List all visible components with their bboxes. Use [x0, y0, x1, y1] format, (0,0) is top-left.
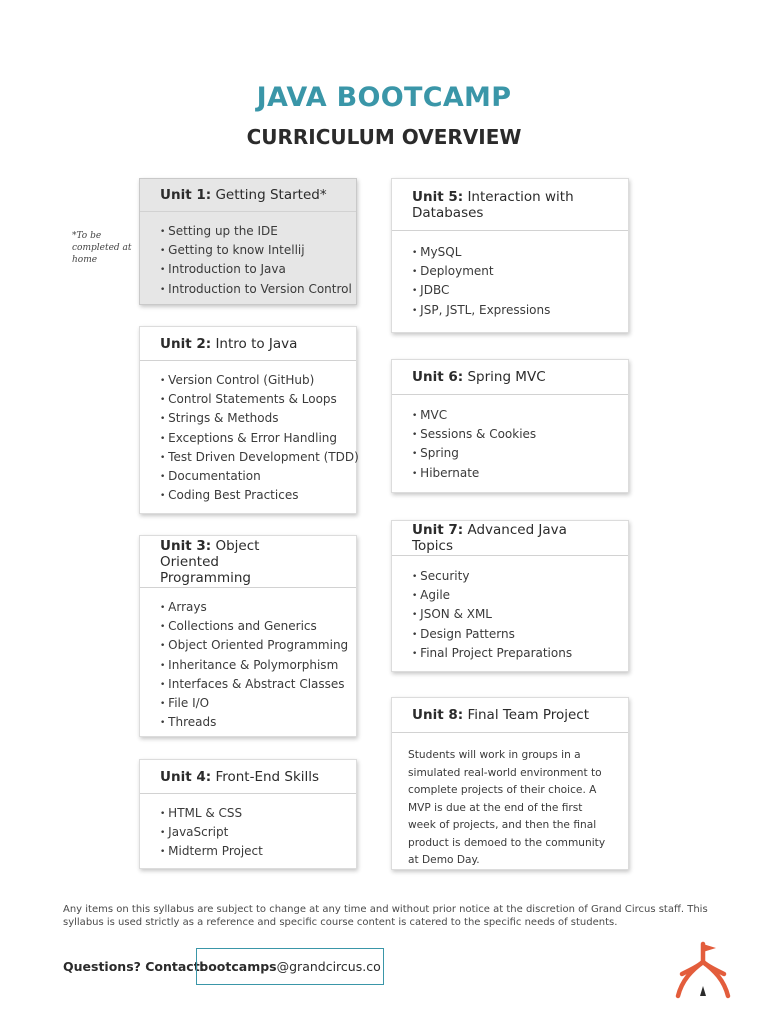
unit-label: Unit 3:: [160, 537, 212, 554]
email-user: bootcamps: [199, 959, 277, 974]
list-item: • Collections and Generics: [160, 617, 336, 636]
unit-1-topics: [160, 222, 352, 299]
unit-label: Unit 6:: [412, 369, 464, 385]
list-item: • HTML & CSS: [160, 804, 336, 823]
list-item: • Getting to know Intellij: [160, 241, 336, 260]
list-item: • Setting up the IDE: [160, 222, 336, 241]
unit-5-card: [391, 178, 629, 333]
list-item: • JDBC: [412, 281, 608, 300]
unit-8-card: [391, 697, 629, 870]
list-item: • Version Control (GitHub): [160, 371, 336, 390]
unit-label: Unit 2:: [160, 335, 212, 352]
unit-2-topics: [160, 371, 359, 505]
unit-name: Final Team Project: [467, 707, 590, 723]
unit-name: Spring MVC: [467, 369, 546, 385]
unit-2-card: [139, 326, 357, 514]
list-item: • Design Patterns: [412, 625, 608, 644]
list-item: • MVC: [412, 406, 608, 425]
unit-2-header: [140, 327, 356, 361]
page-subtitle: CURRICULUM OVERVIEW: [246, 125, 522, 149]
list-item: • Object Oriented Programming: [160, 636, 336, 655]
list-item: • Final Project Preparations: [412, 644, 608, 663]
list-item: • Interfaces & Abstract Classes: [160, 675, 336, 694]
unit-3-card: [139, 535, 357, 737]
unit-label: Unit 5:: [412, 188, 464, 205]
unit-name: Object Oriented Programming: [160, 537, 260, 586]
list-item: • Test Driven Development (TDD): [160, 448, 336, 467]
unit-label: Unit 1:: [160, 187, 212, 203]
unit-name: Intro to Java: [215, 335, 298, 352]
list-item: • MySQL: [412, 243, 608, 262]
home-note: *To be completed at home: [72, 231, 132, 265]
list-item: • File I/O: [160, 694, 336, 713]
unit-name: Getting Started*: [215, 187, 327, 203]
unit-6-card: [391, 359, 629, 493]
list-item: • Introduction to Version Control: [160, 280, 336, 299]
unit-1-header: [140, 179, 356, 212]
unit-6-header: [392, 360, 628, 395]
list-item: • Sessions & Cookies: [412, 425, 608, 444]
unit-label: Unit 8:: [412, 707, 464, 723]
list-item: • Control Statements & Loops: [160, 390, 336, 409]
unit-5-header: [392, 179, 628, 231]
unit-label: Unit 4:: [160, 768, 212, 785]
unit-4-header: [140, 760, 356, 794]
unit-3-topics: [160, 598, 349, 732]
unit-name: Advanced Java Topics: [412, 522, 567, 554]
list-item: • JavaScript: [160, 823, 336, 842]
list-item: • Exceptions & Error Handling: [160, 429, 336, 448]
contact-label: Questions? Contact:: [63, 959, 205, 974]
unit-4-card: [139, 759, 357, 869]
unit-7-header: [392, 521, 628, 556]
unit-name: Interaction with Databases: [412, 188, 574, 221]
list-item: • Spring: [412, 444, 608, 463]
unit-6-topics: [412, 406, 608, 483]
list-item: • JSON & XML: [412, 605, 608, 624]
list-item: • Documentation: [160, 467, 336, 486]
list-item: • Deployment: [412, 262, 608, 281]
list-item: • Hibernate: [412, 464, 608, 483]
unit-name: Front-End Skills: [215, 768, 320, 785]
list-item: • Agile: [412, 586, 608, 605]
list-item: • Arrays: [160, 598, 336, 617]
unit-label: Unit 7:: [412, 522, 464, 538]
disclaimer: Any items on this syllabus are subject to change at any time and without prior notice at the discretion of Grand Circus staff. This syllabus is used strictly as a reference and specific course content is catered to the specific needs of students.: [63, 904, 708, 928]
unit-7-card: [391, 520, 629, 672]
unit-8-description: Students will work in groups in a simulated real-world environment to complete projects of their choice. A MVP is due at the end of the first week of projects, and then the final product is demoed to the community at Demo Day.: [408, 749, 606, 866]
contact-email-link[interactable]: [196, 948, 384, 985]
unit-5-topics: [412, 243, 608, 320]
unit-8-header: [392, 698, 628, 733]
list-item: • Midterm Project: [160, 842, 336, 861]
unit-4-topics: [160, 804, 336, 862]
list-item: • Threads: [160, 713, 336, 732]
page-title: JAVA BOOTCAMP: [256, 82, 512, 113]
unit-7-topics: [412, 567, 608, 663]
list-item: • Introduction to Java: [160, 260, 336, 279]
grand-circus-tent-logo-icon: [672, 940, 734, 1000]
list-item: • Strings & Methods: [160, 409, 336, 428]
list-item: • JSP, JSTL, Expressions: [412, 301, 608, 320]
list-item: • Security: [412, 567, 608, 586]
unit-3-header: [140, 536, 356, 588]
unit-1-card: [139, 178, 357, 305]
list-item: • Coding Best Practices: [160, 486, 336, 505]
list-item: • Inheritance & Polymorphism: [160, 656, 336, 675]
email-domain: @grandcircus.co: [276, 959, 381, 974]
